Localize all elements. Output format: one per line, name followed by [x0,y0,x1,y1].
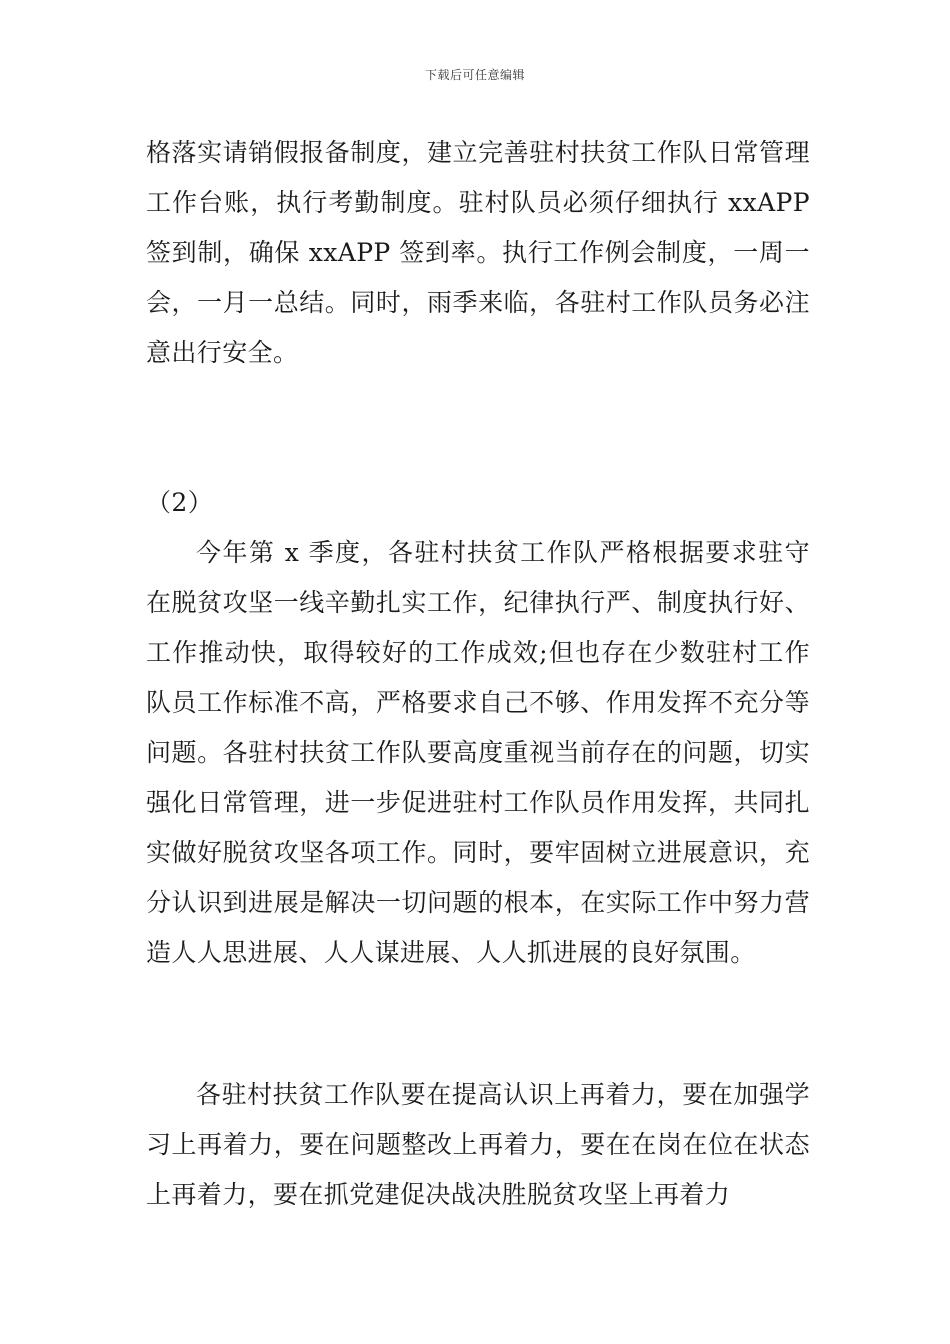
paragraph-3: 各驻村扶贫工作队要在提高认识上再着力，要在加强学习上再着力，要在问题整改上再着力，要在在岗在位在状态上再着力，要在抓党建促决战决胜脱贫攻坚上再着力 [146,1080,810,1209]
header-note: 下载后可任意编辑 [424,68,525,82]
paragraph-2: 今年第 x 季度，各驻村扶贫工作队严格根据要求驻守在脱贫攻坚一线辛勤扎实工作，纪律执行严、制度执行好、工作推动快，取得较好的工作成效;但也存在少数驻村工作队员工作标准不高，严格要求自己不够、作用发挥不充分等问题。各驻村扶贫工作队要高度重视当前存在的问题，切实强化日常管理，进一步促进驻村工作队员作用发挥，共同扎实做好脱贫攻坚各项工作。同时，要牢固树立进展意识，充分认识到进展是解决一切问题的根本，在实际工作中努力营造人人思进展、人人谋进展、人人抓进展的良好氛围。 [146,538,810,967]
paragraph-1: 格落实请销假报备制度，建立完善驻村扶贫工作队日常管理工作台账，执行考勤制度。驻村队员必须仔细执行 xxAPP 签到制，确保 xxAPP 签到率。执行工作例会制度，一周一会，一月一总结。同时，雨季来临，各驻村工作队员务必注意出行安全。 [146,138,810,367]
section-label: （2） [146,488,214,517]
